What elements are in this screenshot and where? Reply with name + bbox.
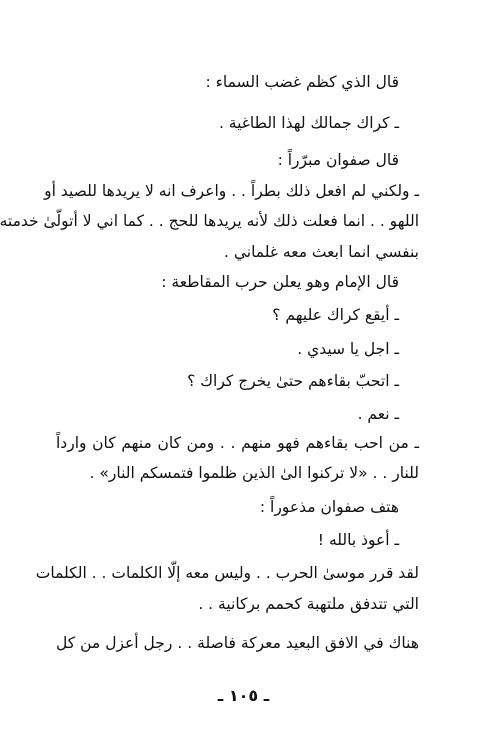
page-number: ـ ١٠٥ ـ (217, 686, 270, 705)
text-line: ـ ولكني لم افعل ذلك بطراً . . واعرف انه لا يريدها للصيد أو (44, 182, 419, 200)
text-line: ـ اتحبّ بقاءهم حتىٰ يخرج كراك ؟ (187, 372, 399, 390)
text-line: التي تتدفق ملتهبة كحمم بركانية . . (198, 595, 419, 613)
text-line: اللهو . . انما فعلت ذلك لأنه يريدها للحج . . كما اني لا أتولّىٰ خدمته (0, 212, 419, 230)
text-line: ـ أعوذ بالله ! (317, 531, 399, 549)
text-line: قال صفوان مبرّراً : (277, 151, 399, 169)
text-line: هناك في الافق البعيد معركة فاصلة . . رجل أعزل من كل (56, 634, 419, 652)
text-line: ـ أيقع كراك عليهم ؟ (272, 306, 399, 324)
text-line: ـ من احب بقاءهم فهو منهم . . ومن كان منهم كان وارداً (56, 434, 419, 452)
text-line: لقد قرر موسىٰ الحرب . . وليس معه إلّا الكلمات . . الكلمات (35, 564, 419, 582)
text-line: هتف صفوان مذعوراً : (259, 498, 399, 516)
text-line: بنفسي انما ابعث معه غلماني . (223, 243, 419, 261)
text-line: قال الذي كظم غضب السماء : (205, 73, 399, 91)
text-line: ـ كراك جمالك لهذا الطاغية . (218, 114, 399, 132)
text-line: ـ نعم . (357, 405, 399, 423)
text-line: ـ اجل يا سيدي . (297, 340, 399, 358)
text-line: قال الإمام وهو يعلن حرب المقاطعة : (161, 273, 399, 291)
text-line: للنار . . «لا تركنوا الىٰ الذين ظلموا فتمسكم النار» . (89, 464, 419, 482)
